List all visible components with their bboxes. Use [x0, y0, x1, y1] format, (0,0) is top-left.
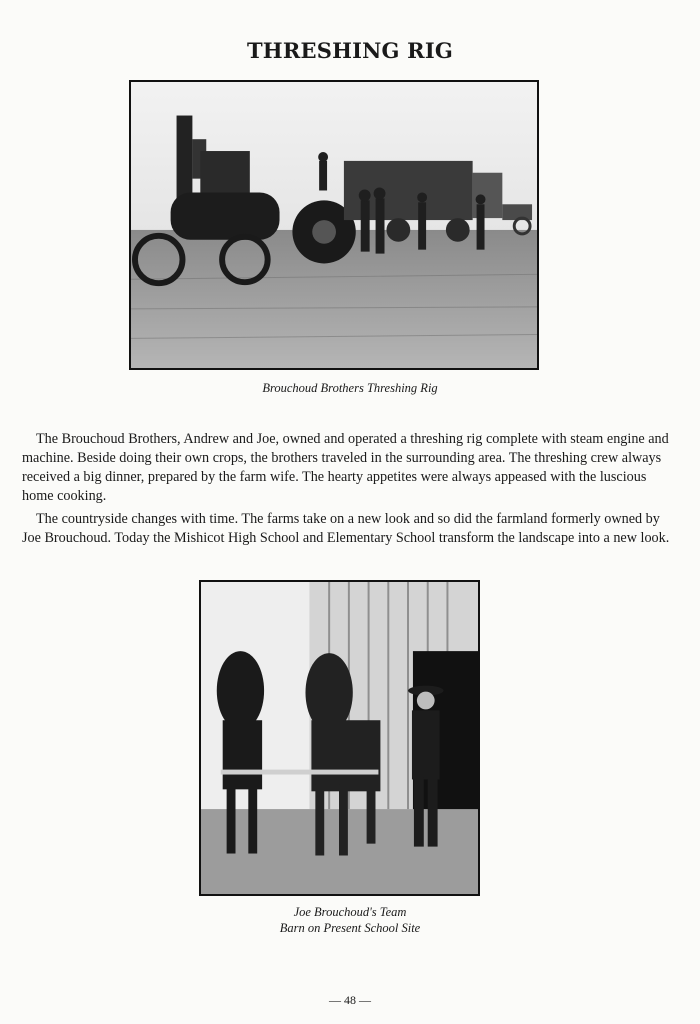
paragraph-2-text: The countryside changes with time. The farms take on a new look and so did the farmland formerly owned by Joe Brouchoud. Today the Mishicot High School and Elementary School transform the landscape into a new look. — [22, 511, 670, 546]
horse-team-caption-line1: Joe Brouchoud's Team — [293, 905, 407, 919]
paragraph-1-text: The Brouchoud Brothers, Andrew and Joe, owned and operated a threshing rig complete with steam engine and machine. Beside doing their own crops, the brothers traveled in the surrounding area. The threshing crew always received a big dinner, prepared by the farm wife. The hearty appetites were always appeased with the luscious home cooking. — [22, 431, 669, 504]
horse-team-caption-line2: Barn on Present School Site — [279, 921, 421, 935]
page-title: THRESHING RIG — [246, 38, 453, 63]
horse-team-photo — [199, 580, 480, 896]
page-number: — 48 — — [329, 993, 371, 1007]
paragraph-1 — [22, 430, 670, 506]
threshing-rig-photo — [129, 80, 539, 370]
paragraph-2 — [22, 510, 670, 548]
threshing-rig-caption: Brouchoud Brothers Threshing Rig — [262, 381, 438, 395]
